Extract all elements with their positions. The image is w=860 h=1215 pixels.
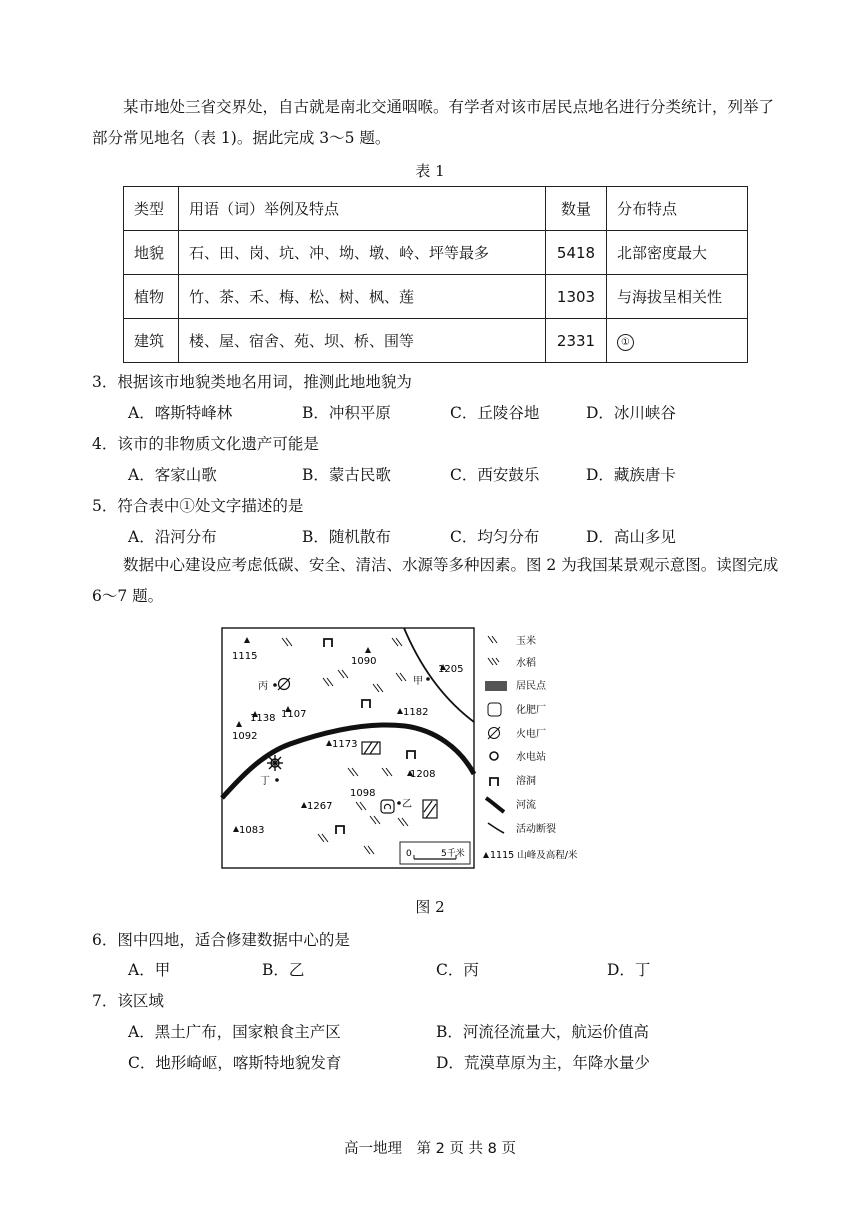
table-header-row	[124, 187, 748, 231]
table-row	[124, 231, 748, 275]
legend-label: 1115 山峰及高程/米	[490, 850, 578, 861]
peak-label: 1208	[410, 769, 436, 780]
question-3: 3．根据该市地貌类地名用词，推测此地地貌为	[92, 373, 412, 391]
q7-option-d: D．荒漠草原为主，年降水量少	[436, 1054, 650, 1072]
q6-option-b: B．乙	[262, 961, 305, 979]
question-4: 4．该市的非物质文化遗产可能是	[92, 435, 319, 453]
peak-label: 1090	[351, 656, 377, 667]
q3-option-d: D．冰川峡谷	[586, 404, 676, 422]
question-6: 6．图中四地，适合修建数据中心的是	[92, 931, 350, 949]
peak-legend-icon	[483, 852, 489, 858]
q5-option-b: B．随机散布	[302, 528, 391, 546]
table-cell: 2331	[546, 319, 607, 363]
peak-label: 1267	[307, 801, 333, 812]
place-dot	[426, 677, 430, 681]
peak-symbols	[233, 637, 446, 832]
place-dot	[397, 801, 401, 805]
legend-label: 河流	[516, 800, 536, 811]
header-count: 数量	[546, 187, 607, 231]
circled-one-marker: ①	[617, 334, 634, 351]
hydro-legend-icon	[490, 752, 498, 760]
table-cell: 北部密度最大	[607, 231, 748, 275]
table-cell: 地貌	[124, 231, 179, 275]
place-label-jia: 甲	[413, 676, 423, 687]
hydropower-station-icon	[267, 755, 283, 771]
peak-label: 1205	[438, 664, 464, 675]
q4-option-d: D．藏族唐卡	[586, 466, 676, 484]
table-row	[124, 275, 748, 319]
q4-option-a: A．客家山歌	[128, 466, 217, 484]
landscape-map	[220, 626, 600, 872]
table-row	[124, 319, 748, 363]
peak-label: 1098	[350, 788, 376, 799]
place-dot	[273, 683, 277, 687]
q7-option-a: A．黑土广布，国家粮食主产区	[128, 1023, 341, 1041]
table-cell: 竹、茶、禾、梅、松、树、枫、莲	[179, 275, 546, 319]
settlement-legend-icon	[485, 681, 507, 691]
page-footer: 高一地理 第 2 页 共 8 页	[344, 1141, 516, 1157]
legend-label: 玉米	[516, 636, 536, 647]
peak-label: 1138	[250, 713, 276, 724]
q6-option-c: C．丙	[436, 961, 479, 979]
fault-legend-icon	[488, 823, 504, 833]
legend-label: 水电站	[516, 752, 546, 763]
peak-label: 1173	[332, 739, 358, 750]
peak-label: 1115	[232, 651, 258, 662]
peak-label: 1083	[239, 825, 265, 836]
figure-caption: 图 2	[415, 898, 445, 916]
q4-option-b: B．蒙古民歌	[302, 466, 391, 484]
place-dot	[275, 778, 279, 782]
header-type: 类型	[124, 187, 179, 231]
header-examples: 用语（词）举例及特点	[179, 187, 546, 231]
cave-legend-icon	[490, 778, 498, 786]
peak-label: 1092	[232, 731, 258, 742]
table-cell: 与海拔呈相关性	[607, 275, 748, 319]
table-cell: 石、田、岗、坑、冲、坳、墩、岭、坪等最多	[179, 231, 546, 275]
legend-label: 火电厂	[516, 729, 546, 740]
place-label-bing: 丙	[258, 681, 268, 692]
river-line	[222, 725, 474, 798]
table-cell: 1303	[546, 275, 607, 319]
q5-option-d: D．高山多见	[586, 528, 676, 546]
fertilizer-legend-icon	[488, 703, 501, 716]
scale-distance-label: 5千米	[441, 849, 465, 859]
place-name-table	[123, 186, 748, 363]
place-label-yi: 乙	[402, 799, 412, 810]
thermal-power-plant-icon	[278, 678, 290, 690]
legend-label: 水稻	[516, 658, 536, 669]
legend-label: 居民点	[516, 681, 546, 692]
q3-option-b: B．冲积平原	[302, 404, 391, 422]
peak-label: 1182	[403, 707, 429, 718]
table-cell: 楼、屋、宿舍、苑、坝、桥、围等	[179, 319, 546, 363]
q5-option-c: C．均匀分布	[450, 528, 540, 546]
q7-option-c: C．地形崎岖，喀斯特地貌发育	[128, 1054, 342, 1072]
peak-label: 1107	[281, 709, 307, 720]
table-cell: 5418	[546, 231, 607, 275]
place-label-ding: 丁	[260, 776, 270, 787]
table-cell	[607, 319, 748, 363]
map-legend	[483, 634, 578, 861]
table-cell: 植物	[124, 275, 179, 319]
legend-label: 溶洞	[516, 776, 536, 787]
scale-zero-label: 0	[406, 849, 412, 859]
q4-option-c: C．西安鼓乐	[450, 466, 540, 484]
q7-option-b: B．河流径流量大，航运价值高	[436, 1023, 649, 1041]
legend-label: 化肥厂	[516, 705, 546, 716]
table-cell: 建筑	[124, 319, 179, 363]
q6-option-d: D．丁	[607, 961, 651, 979]
q3-option-a: A．喀斯特峰林	[128, 404, 233, 422]
intro-paragraph-2: 数据中心建设应考虑低碳、安全、清洁、水源等多种因素。图 2 为我国某景观示意图。读图完成 6～7 题。	[92, 556, 779, 605]
river-legend-icon	[486, 798, 504, 812]
rice-icon	[488, 658, 499, 665]
intro-paragraph-1: 某市地处三省交界处，自古就是南北交通咽喉。有学者对该市居民点地名进行分类统计，列举了部分常见地名（表 1)。据此完成 3～5 题。	[92, 98, 775, 147]
question-7: 7．该区域	[92, 992, 164, 1010]
q6-option-a: A．甲	[128, 961, 171, 979]
fertilizer-plant-icon	[381, 800, 394, 813]
legend-label: 活动断裂	[516, 824, 556, 835]
table-caption: 表 1	[415, 162, 445, 180]
q5-option-a: A．沿河分布	[128, 528, 217, 546]
settlement-icon	[362, 742, 437, 818]
q3-option-c: C．丘陵谷地	[450, 404, 540, 422]
header-distribution: 分布特点	[607, 187, 748, 231]
question-5: 5．符合表中①处文字描述的是	[92, 497, 304, 515]
corn-icon	[488, 636, 497, 643]
